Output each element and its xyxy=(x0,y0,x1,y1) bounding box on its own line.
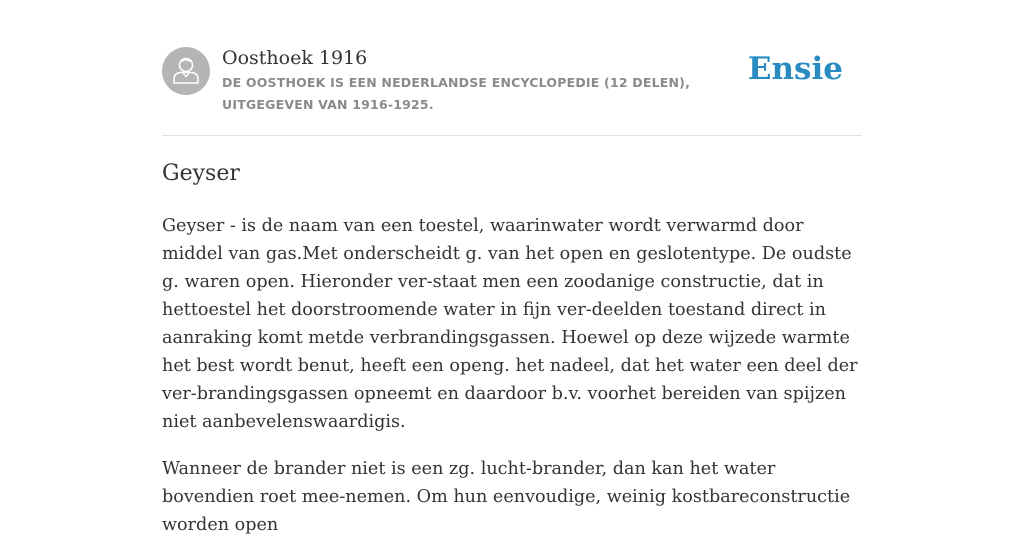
entry-title: Geyser xyxy=(162,161,240,186)
entry-paragraph: Wanneer de brander niet is een zg. lucht-brander, dan kan het water bovendien roet mee-nemen. Om hun eenvoudige, weinig kostbareconstructie worden open xyxy=(162,459,851,535)
user-silhouette-icon xyxy=(162,47,210,95)
source-title[interactable]: Oosthoek 1916 xyxy=(222,47,368,69)
source-header xyxy=(162,45,862,125)
entry-content xyxy=(162,212,862,558)
source-description: DE OOSTHOEK IS EEN NEDERLANDSE ENCYCLOPEDIE (12 DELEN), UITGEGEVEN VAN 1916-1925. xyxy=(222,75,691,112)
header-divider xyxy=(162,135,862,136)
entry-paragraph: Geyser - is de naam van een toestel, waarinwater wordt verwarmd door middel van gas.Met onderscheidt g. van het open en geslotentype. De oudste g. waren open. Hieronder ver-staat men een zoodanige constructie, dat in hettoestel het doorstroomende water in fijn ver-deelden toestand direct in aanraking komt metde verbrandingsgassen. Hoewel op deze wijzede warmte het best wordt benut, heeft een openg. het nadeel, dat het water een deel der ver-brandingsgassen opneemt en daardoor b.v. voorhet bereiden van spijzen niet aanbevelenswaardigis. xyxy=(162,216,858,432)
avatar[interactable] xyxy=(162,47,210,95)
brand-logo[interactable]: Ensie xyxy=(747,51,843,87)
